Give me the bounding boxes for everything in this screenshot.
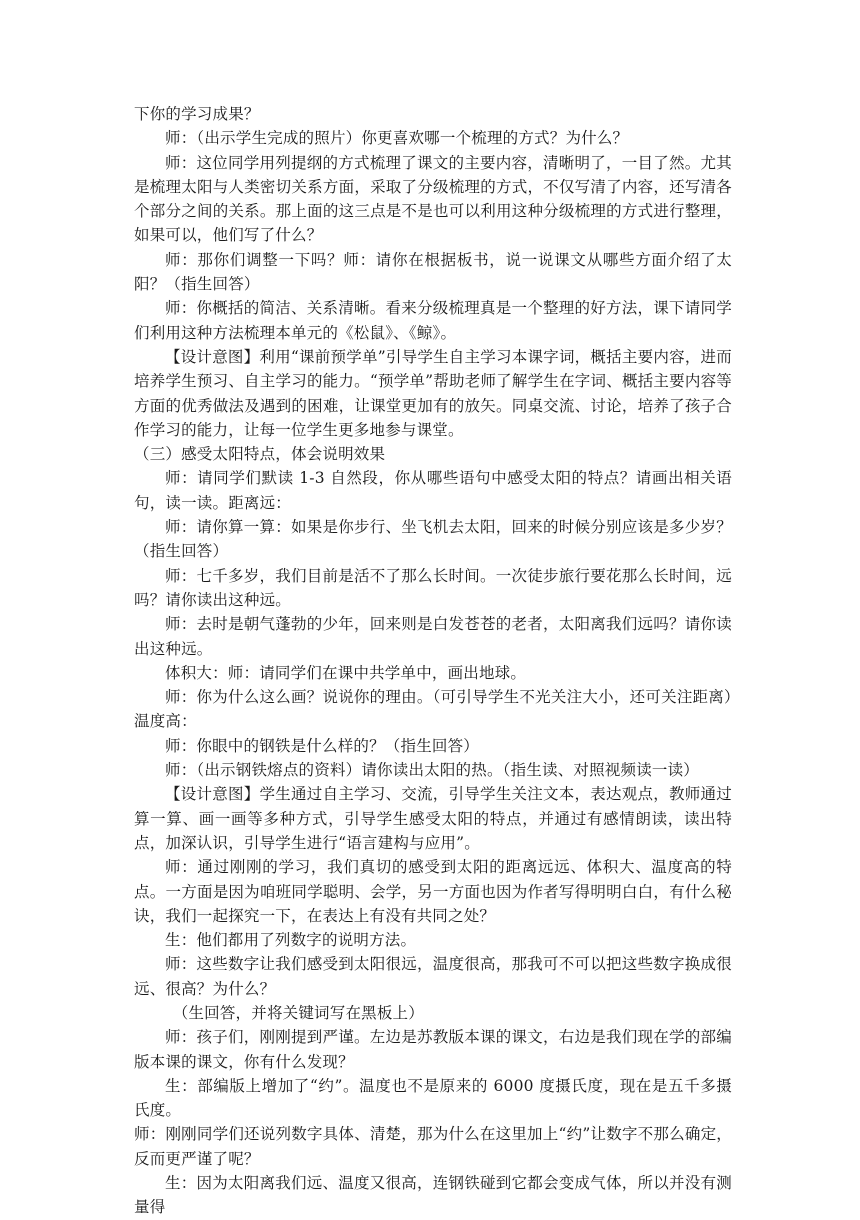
design-intent-paragraph: 【设计意图】学生通过自主学习、交流，引导学生关注文本，表达观点，教师通过算一算、画一画等多种方式，引导学生感受太阳的特点，并通过有感情朗读，读出特点，加深认识，引导学生进行“语言建构与应用”。 — [134, 785, 732, 852]
paragraph: 师：七千多岁，我们目前是活不了那么长时间。一次徒步旅行要花那么长时间，远吗？请你读出这种远。 — [134, 566, 732, 609]
paragraph: 生：因为太阳离我们远、温度又很高，连钢铁碰到它都会变成气体，所以并没有测量得 — [134, 1174, 732, 1217]
paragraph: 师：你概括的简洁、关系清晰。看来分级梳理真是一个整理的好方法，课下请同学们利用这种方法梳理本单元的《松鼠》、《鲸》。 — [134, 299, 732, 342]
paragraph: （生回答，并将关键词写在黑板上） — [172, 1003, 424, 1022]
paragraph: 师：这些数字让我们感受到太阳很远，温度很高，那我可不可以把这些数字换成很远、很高？为什么？ — [134, 955, 732, 998]
paragraph: 师：去时是朝气蓬勃的少年，回来则是白发苍苍的老者，太阳离我们远吗？请你读出这种远。 — [134, 615, 732, 658]
paragraph: 生：他们都用了列数字的说明方法。 — [165, 931, 417, 950]
paragraph: 师：你为什么这么画？说说你的理由。（可引导学生不光关注大小，还可关注距离）温度高： — [134, 688, 732, 731]
paragraph: 师：请你算一算：如果是你步行、坐飞机去太阳，回来的时候分别应该是多少岁？（指生回答） — [134, 518, 732, 561]
paragraph: 体积大：师：请同学们在课中共学单中，画出地球。 — [165, 663, 527, 682]
paragraph: 师：通过刚刚的学习，我们真切的感受到太阳的距离远远、体积大、温度高的特点。一方面是因为咱班同学聪明、会学，另一方面也因为作者写得明明白白，有什么秘诀，我们一起探究一下，在表达上有没有共同之处？ — [134, 858, 732, 925]
paragraph: 师：刚刚同学们还说列数字具体、清楚，那为什么在这里加上“约”让数字不那么确定，反而更严谨了呢？ — [134, 1125, 732, 1168]
paragraph: 师：请同学们默读 1-3 自然段，你从哪些语句中感受太阳的特点？请画出相关语句，读一读。距离远： — [134, 469, 732, 512]
paragraph: 师：你眼中的钢铁是什么样的？（指生回答） — [165, 736, 480, 755]
paragraph: 师：（出示学生完成的照片）你更喜欢哪一个梳理的方式？为什么？ — [165, 129, 629, 148]
design-intent-paragraph: 【设计意图】利用“课前预学单”引导学生自主学习本课字词，概括主要内容，进而培养学生预习、自主学习的能力。“预学单”帮助老师了解学生在字词、概括主要内容等方面的优秀做法及遇到的困难，让课堂更加有的放矢。同桌交流、讨论，培养了孩子合作学习的能力，让每一位学生更多地参与课堂。 — [134, 347, 732, 439]
paragraph: 师：那你们调整一下吗？师：请你在根据板书，说一说课文从哪些方面介绍了太阳？（指生回答） — [134, 250, 732, 294]
paragraph: 师：（出示钢铁熔点的资料）请你读出太阳的热。（指生读、对照视频读一读） — [165, 761, 700, 780]
paragraph: 师：这位同学用列提纲的方式梳理了课文的主要内容，清晰明了，一目了然。尤其是梳理太阳与人类密切关系方面，采取了分级梳理的方式，不仅写清了内容，还写清各个部分之间的关系。那上面的这三点是不是也可以利用这种分级梳理的方式进行整理，如果可以，他们写了什么？ — [134, 153, 732, 245]
paragraph: 师：孩子们，刚刚提到严谨。左边是苏教版本课的课文，右边是我们现在学的部编版本课的课文，你有什么发现？ — [134, 1028, 732, 1071]
paragraph: 生：部编版上增加了“约”。温度也不是原来的 6000 度摄氏度，现在是五千多摄氏度。 — [134, 1076, 732, 1120]
section-heading: （三）感受太阳特点，体会说明效果 — [134, 445, 386, 464]
paragraph: 下你的学习成果？ — [134, 105, 260, 123]
